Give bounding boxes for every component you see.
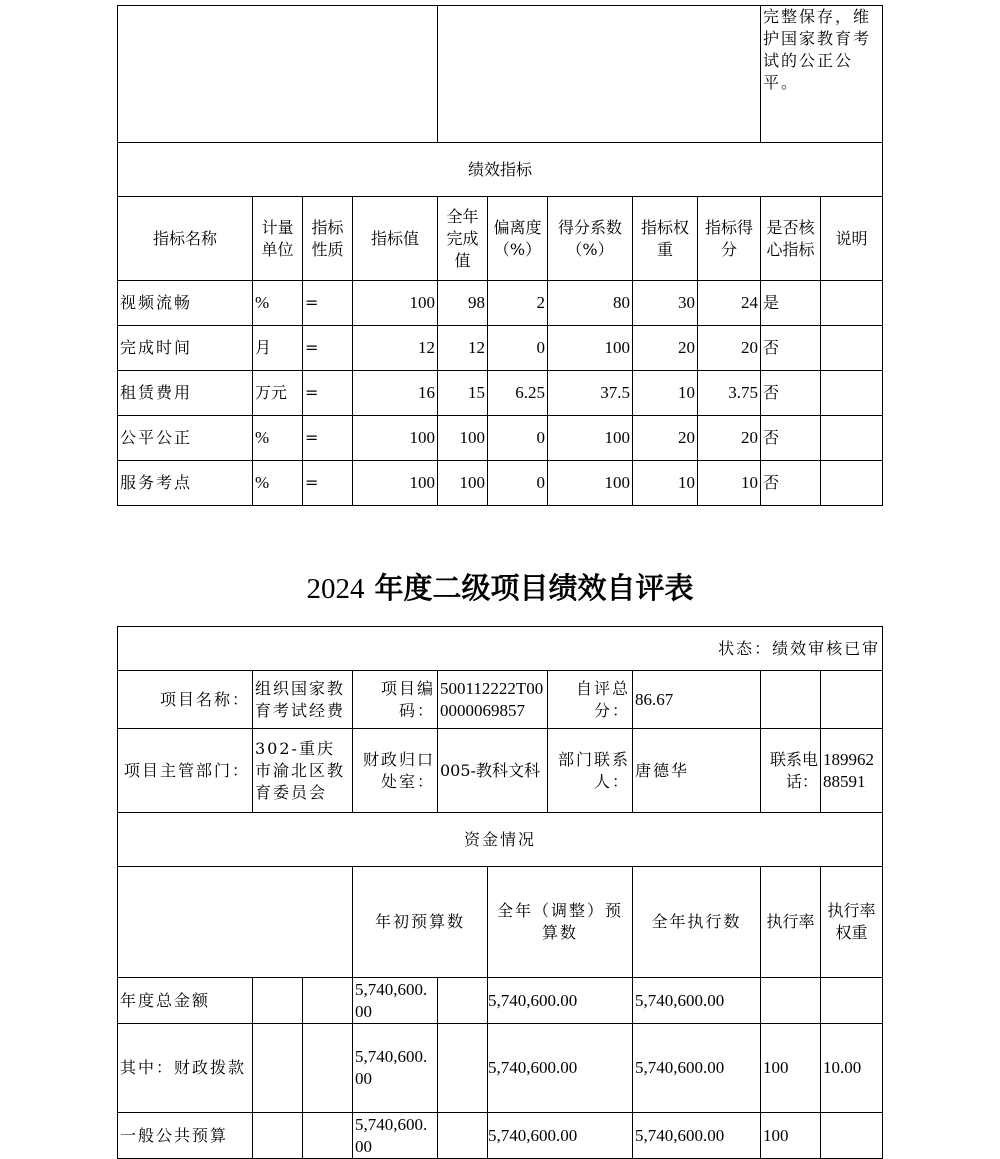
blank-cell <box>303 978 353 1024</box>
header-note: 说明 <box>821 197 883 281</box>
finance-office: 005-教科文科 <box>438 729 548 813</box>
project-self-evaluation-table <box>117 626 883 1159</box>
indicator-name: 公平公正 <box>118 416 253 461</box>
table-row <box>118 978 883 1024</box>
exec-rate <box>761 978 821 1024</box>
header-target-value: 指标值 <box>353 197 438 281</box>
self-score: 86.67 <box>633 671 761 729</box>
weight: 20 <box>633 416 698 461</box>
initial-budget: 5,740,600.00 <box>353 1113 438 1159</box>
fund-row-name: 其中：财政拨款 <box>118 1024 253 1113</box>
section-title-indicators: 绩效指标 <box>118 143 883 197</box>
blank-cell <box>118 6 438 143</box>
fund-row-name: 一般公共预算 <box>118 1113 253 1159</box>
page-title <box>0 568 1000 609</box>
header-adjusted-budget: 全年（调整）预算数 <box>488 867 633 978</box>
phone-number: 18996288591 <box>821 729 883 813</box>
core-flag: 否 <box>761 371 821 416</box>
blank-cell <box>253 1113 303 1159</box>
project-code: 500112222T000000069857 <box>438 671 548 729</box>
indicator-name: 租赁费用 <box>118 371 253 416</box>
phone-label: 联系电话： <box>761 729 821 813</box>
adjusted-budget: 5,740,600.00 <box>488 978 633 1024</box>
actual-value: 100 <box>438 416 488 461</box>
deviation: 6.25 <box>488 371 548 416</box>
target-value: 12 <box>353 326 438 371</box>
score-coef: 100 <box>548 461 633 506</box>
nature: = <box>303 371 353 416</box>
nature: = <box>303 461 353 506</box>
unit: % <box>253 461 303 506</box>
weight: 10 <box>633 461 698 506</box>
unit: % <box>253 416 303 461</box>
note <box>821 326 883 371</box>
adjusted-budget: 5,740,600.00 <box>488 1113 633 1159</box>
header-exec-rate: 执行率 <box>761 867 821 978</box>
unit: 月 <box>253 326 303 371</box>
title-year: 2024 <box>306 573 365 605</box>
score: 24 <box>698 281 761 326</box>
deviation: 0 <box>488 326 548 371</box>
blank-cell <box>253 978 303 1024</box>
blank-cell <box>438 1024 488 1113</box>
score-coef: 80 <box>548 281 633 326</box>
adjusted-budget: 5,740,600.00 <box>488 1024 633 1113</box>
actual-value: 100 <box>438 461 488 506</box>
header-initial-budget: 年初预算数 <box>353 867 488 978</box>
exec-weight: 10.00 <box>821 1024 883 1113</box>
table-row <box>118 326 883 371</box>
initial-budget: 5,740,600.00 <box>353 1024 438 1113</box>
score-coef: 100 <box>548 326 633 371</box>
score: 20 <box>698 416 761 461</box>
exec-rate: 100 <box>761 1024 821 1113</box>
blank-cell <box>438 1113 488 1159</box>
exec-weight <box>821 1113 883 1159</box>
header-score-coef: 得分系数（%） <box>548 197 633 281</box>
score: 20 <box>698 326 761 371</box>
blank-cell <box>118 867 353 978</box>
exec-weight <box>821 978 883 1024</box>
actual-value: 12 <box>438 326 488 371</box>
note <box>821 281 883 326</box>
core-flag: 否 <box>761 416 821 461</box>
nature: = <box>303 281 353 326</box>
header-unit: 计量单位 <box>253 197 303 281</box>
table-row <box>118 371 883 416</box>
core-flag: 否 <box>761 461 821 506</box>
blank-cell <box>253 1024 303 1113</box>
project-name: 组织国家教育考试经费 <box>253 671 353 729</box>
indicator-name: 完成时间 <box>118 326 253 371</box>
note <box>821 416 883 461</box>
header-nature: 指标性质 <box>303 197 353 281</box>
actual-value: 98 <box>438 281 488 326</box>
target-value: 100 <box>353 416 438 461</box>
dept: 302-重庆市渝北区教育委员会 <box>253 729 353 813</box>
project-code-label: 项目编码： <box>353 671 438 729</box>
score: 3.75 <box>698 371 761 416</box>
note <box>821 461 883 506</box>
performance-indicator-table <box>117 5 883 506</box>
unit: % <box>253 281 303 326</box>
blank-cell <box>821 671 883 729</box>
title-text: 年度二级项目绩效自评表 <box>374 571 694 605</box>
executed-amount: 5,740,600.00 <box>633 1113 761 1159</box>
core-flag: 否 <box>761 326 821 371</box>
target-value: 16 <box>353 371 438 416</box>
score-coef: 100 <box>548 416 633 461</box>
indicator-name: 服务考点 <box>118 461 253 506</box>
actual-value: 15 <box>438 371 488 416</box>
header-actual-value: 全年完成值 <box>438 197 488 281</box>
weight: 10 <box>633 371 698 416</box>
contact-person: 唐德华 <box>633 729 761 813</box>
funds-section-title: 资金情况 <box>118 813 883 867</box>
target-value: 100 <box>353 281 438 326</box>
finance-label: 财政归口处室： <box>353 729 438 813</box>
header-exec-weight: 执行率权重 <box>821 867 883 978</box>
header-core: 是否核心指标 <box>761 197 821 281</box>
weight: 30 <box>633 281 698 326</box>
blank-cell <box>303 1024 353 1113</box>
top-note: 完整保存，维护国家教育考试的公正公平。 <box>761 6 883 143</box>
unit: 万元 <box>253 371 303 416</box>
indicator-name: 视频流畅 <box>118 281 253 326</box>
note <box>821 371 883 416</box>
table-row <box>118 461 883 506</box>
blank-cell <box>761 671 821 729</box>
contact-label: 部门联系人： <box>548 729 633 813</box>
blank-cell <box>303 1113 353 1159</box>
dept-label: 项目主管部门： <box>118 729 253 813</box>
table-row <box>118 1024 883 1113</box>
exec-rate: 100 <box>761 1113 821 1159</box>
table-row <box>118 281 883 326</box>
table-row <box>118 1113 883 1159</box>
header-score: 指标得分 <box>698 197 761 281</box>
fund-row-name: 年度总金额 <box>118 978 253 1024</box>
header-indicator-name: 指标名称 <box>118 197 253 281</box>
initial-budget: 5,740,600.00 <box>353 978 438 1024</box>
table-row <box>118 416 883 461</box>
deviation: 0 <box>488 461 548 506</box>
score-coef: 37.5 <box>548 371 633 416</box>
deviation: 0 <box>488 416 548 461</box>
status-text: 状态：绩效审核已审 <box>118 627 883 671</box>
self-score-label: 自评总分： <box>548 671 633 729</box>
header-executed: 全年执行数 <box>633 867 761 978</box>
weight: 20 <box>633 326 698 371</box>
target-value: 100 <box>353 461 438 506</box>
nature: = <box>303 326 353 371</box>
nature: = <box>303 416 353 461</box>
score: 10 <box>698 461 761 506</box>
blank-cell <box>438 6 761 143</box>
header-weight: 指标权重 <box>633 197 698 281</box>
blank-cell <box>438 978 488 1024</box>
project-name-label: 项目名称： <box>118 671 253 729</box>
header-deviation: 偏离度（%） <box>488 197 548 281</box>
executed-amount: 5,740,600.00 <box>633 978 761 1024</box>
executed-amount: 5,740,600.00 <box>633 1024 761 1113</box>
core-flag: 是 <box>761 281 821 326</box>
deviation: 2 <box>488 281 548 326</box>
